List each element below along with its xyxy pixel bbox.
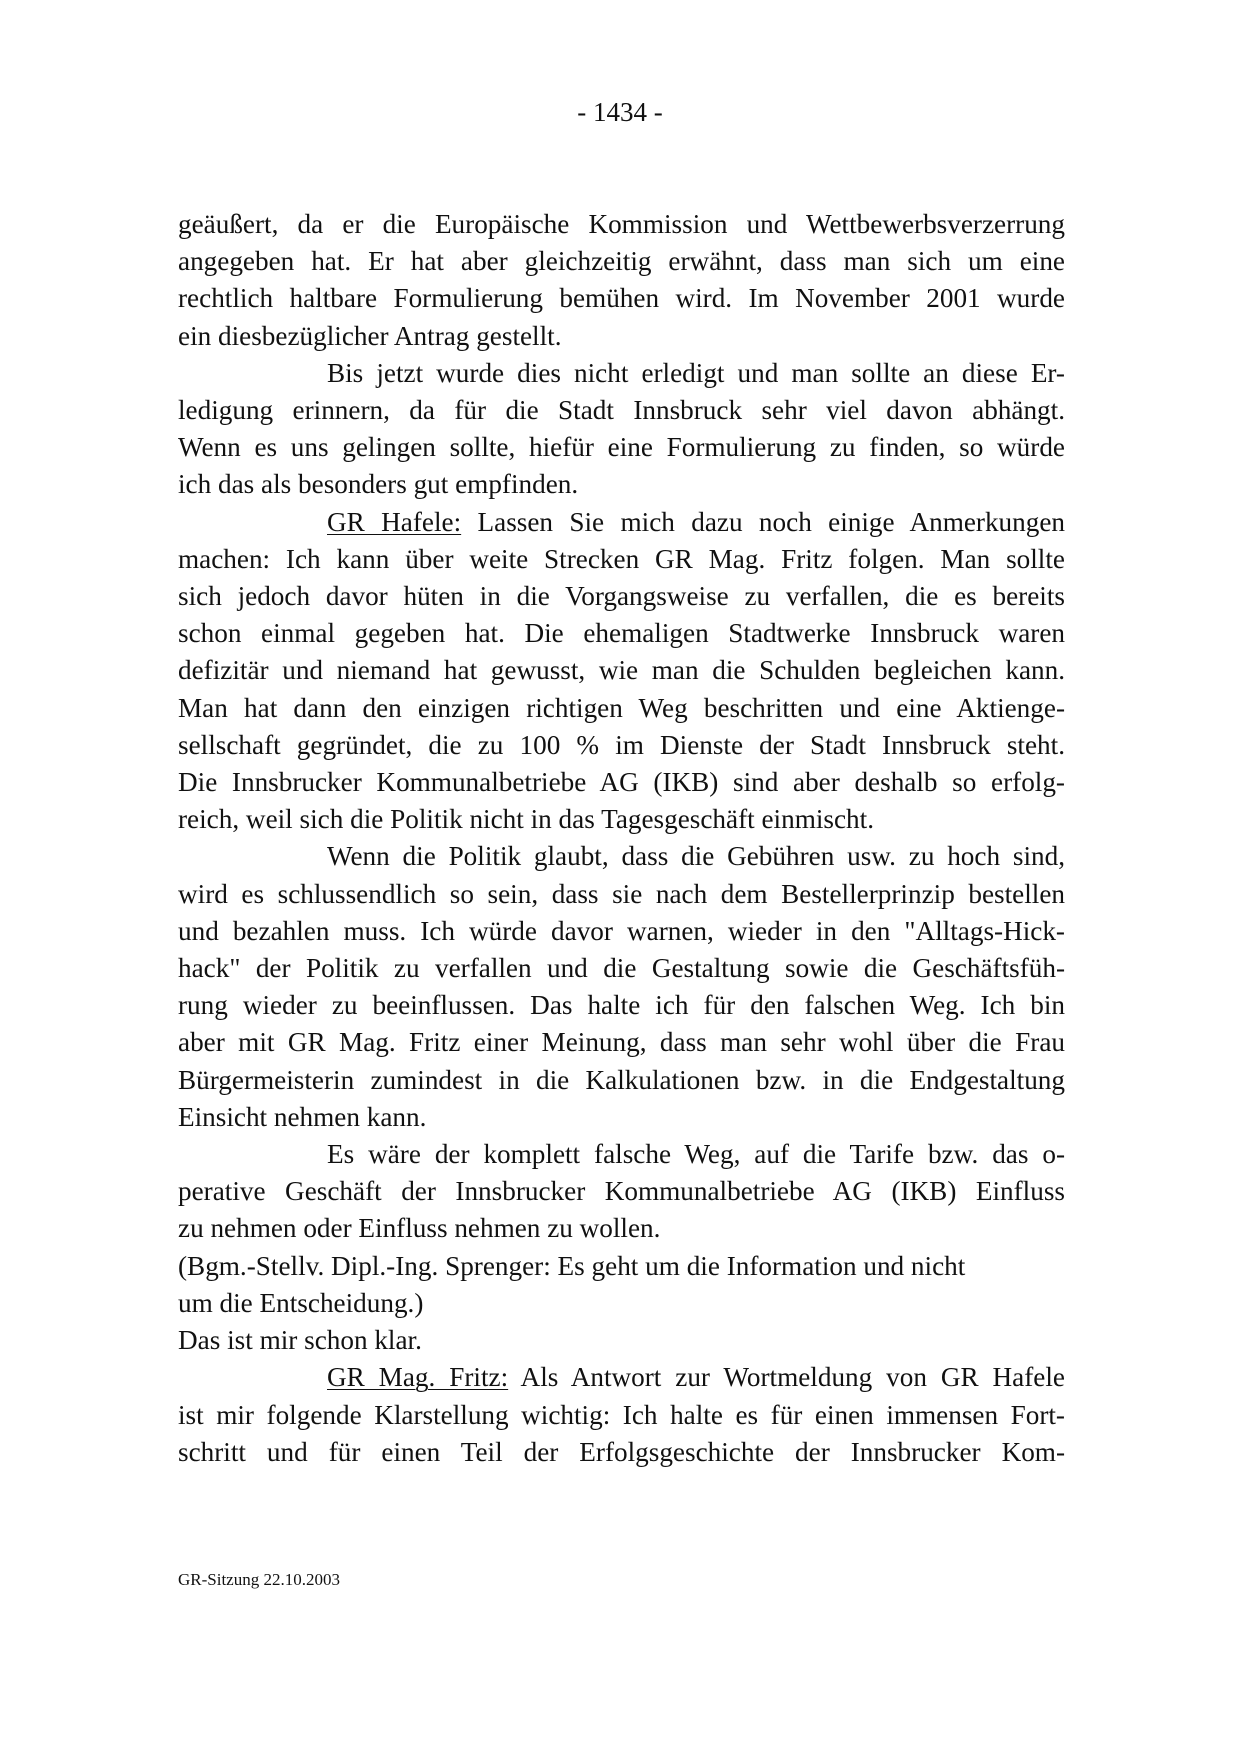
text-line: Man hat dann den einzigen richtigen Weg beschritten und eine Aktienge-	[178, 692, 1065, 723]
text-line: Es wäre der komplett falsche Weg, auf die Tarife bzw. das o-	[327, 1139, 1065, 1170]
text-line: ledigung erinnern, da für die Stadt Innsbruck sehr viel davon abhängt.	[178, 395, 1065, 426]
text-line: schon einmal gegeben hat. Die ehemaligen Stadtwerke Innsbruck waren	[178, 618, 1065, 649]
text-line: angegeben hat. Er hat aber gleichzeitig erwähnt, dass man sich um eine	[178, 246, 1065, 277]
text-line: ist mir folgende Klarstellung wichtig: Ich halte es für einen immensen Fort-	[178, 1399, 1065, 1430]
text-line: und bezahlen muss. Ich würde davor warnen, wieder in den "Alltags-Hick-	[178, 915, 1065, 946]
text-line: Bis jetzt wurde dies nicht erledigt und man sollte an diese Er-	[327, 357, 1065, 388]
paragraph	[178, 355, 1065, 504]
text-line: wird es schlussendlich so sein, dass sie nach dem Bestellerprinzip bestellen	[178, 878, 1065, 909]
text-line: sich jedoch davor hüten in die Vorgangsweise zu verfallen, die es bereits	[178, 581, 1065, 612]
text-line: Bürgermeisterin zumindest in die Kalkulationen bzw. in die Endgestaltung	[178, 1064, 1065, 1095]
speaker-name: GR Mag. Fritz:	[327, 1362, 509, 1393]
text-line	[178, 1359, 1065, 1396]
speaker-name: GR Hafele:	[327, 506, 462, 537]
reply	[178, 1322, 1065, 1359]
text-line: ich das als besonders gut empfinden.	[178, 469, 579, 500]
paragraph	[178, 1136, 1065, 1248]
text-line: reich, weil sich die Politik nicht in das Tagesgeschäft einmischt.	[178, 804, 875, 835]
text-line: zu nehmen oder Einfluss nehmen zu wollen.	[178, 1213, 661, 1244]
text-line: Die Innsbrucker Kommunalbetriebe AG (IKB) sind aber deshalb so erfolg-	[178, 767, 1065, 798]
text-line: schritt und für einen Teil der Erfolgsgeschichte der Innsbrucker Kom-	[178, 1436, 1065, 1467]
text-line	[178, 504, 1065, 541]
paragraph	[178, 1359, 1065, 1471]
text-line: um die Entscheidung.)	[178, 1287, 424, 1318]
text-line: machen: Ich kann über weite Strecken GR Mag. Fritz folgen. Man sollte	[178, 543, 1065, 574]
footer-session-date: GR-Sitzung 22.10.2003	[178, 1570, 340, 1589]
speech-text: Lassen Sie mich dazu noch einige Anmerkungen	[461, 506, 1065, 537]
text-line: (Bgm.-Stellv. Dipl.-Ing. Sprenger: Es geht um die Information und nicht	[178, 1250, 966, 1281]
page-number: - 1434 -	[577, 97, 663, 127]
interjection	[178, 1248, 1065, 1322]
paragraph	[178, 504, 1065, 839]
text-line: Wenn die Politik glaubt, dass die Gebühren usw. zu hoch sind,	[327, 841, 1065, 872]
text-line: geäußert, da er die Europäische Kommission und Wettbewerbsverzerrung	[178, 209, 1065, 239]
text-line: defizitär und niemand hat gewusst, wie man die Schulden begleichen kann.	[178, 655, 1065, 686]
text-line: rung wieder zu beeinflussen. Das halte ich für den falschen Weg. Ich bin	[178, 990, 1065, 1021]
text-line: Wenn es uns gelingen sollte, hiefür eine Formulierung zu finden, so würde	[178, 432, 1065, 463]
text-line: aber mit GR Mag. Fritz einer Meinung, dass man sehr wohl über die Frau	[178, 1027, 1065, 1058]
text-line: perative Geschäft der Innsbrucker Kommunalbetriebe AG (IKB) Einfluss	[178, 1176, 1065, 1207]
text-line: hack" der Politik zu verfallen und die Gestaltung sowie die Geschäftsfüh-	[178, 953, 1065, 984]
paragraph	[178, 206, 1065, 355]
text-line: ein diesbezüglicher Antrag gestellt.	[178, 320, 562, 351]
speech-text: Als Antwort zur Wortmeldung von GR Hafele	[508, 1362, 1065, 1393]
text-line: Einsicht nehmen kann.	[178, 1101, 427, 1132]
text-line: Das ist mir schon klar.	[178, 1325, 422, 1356]
paragraph	[178, 838, 1065, 1136]
document-body	[178, 206, 1065, 1471]
text-line: rechtlich haltbare Formulierung bemühen wird. Im November 2001 wurde	[178, 283, 1065, 314]
text-line: sellschaft gegründet, die zu 100 % im Dienste der Stadt Innsbruck steht.	[178, 729, 1065, 760]
